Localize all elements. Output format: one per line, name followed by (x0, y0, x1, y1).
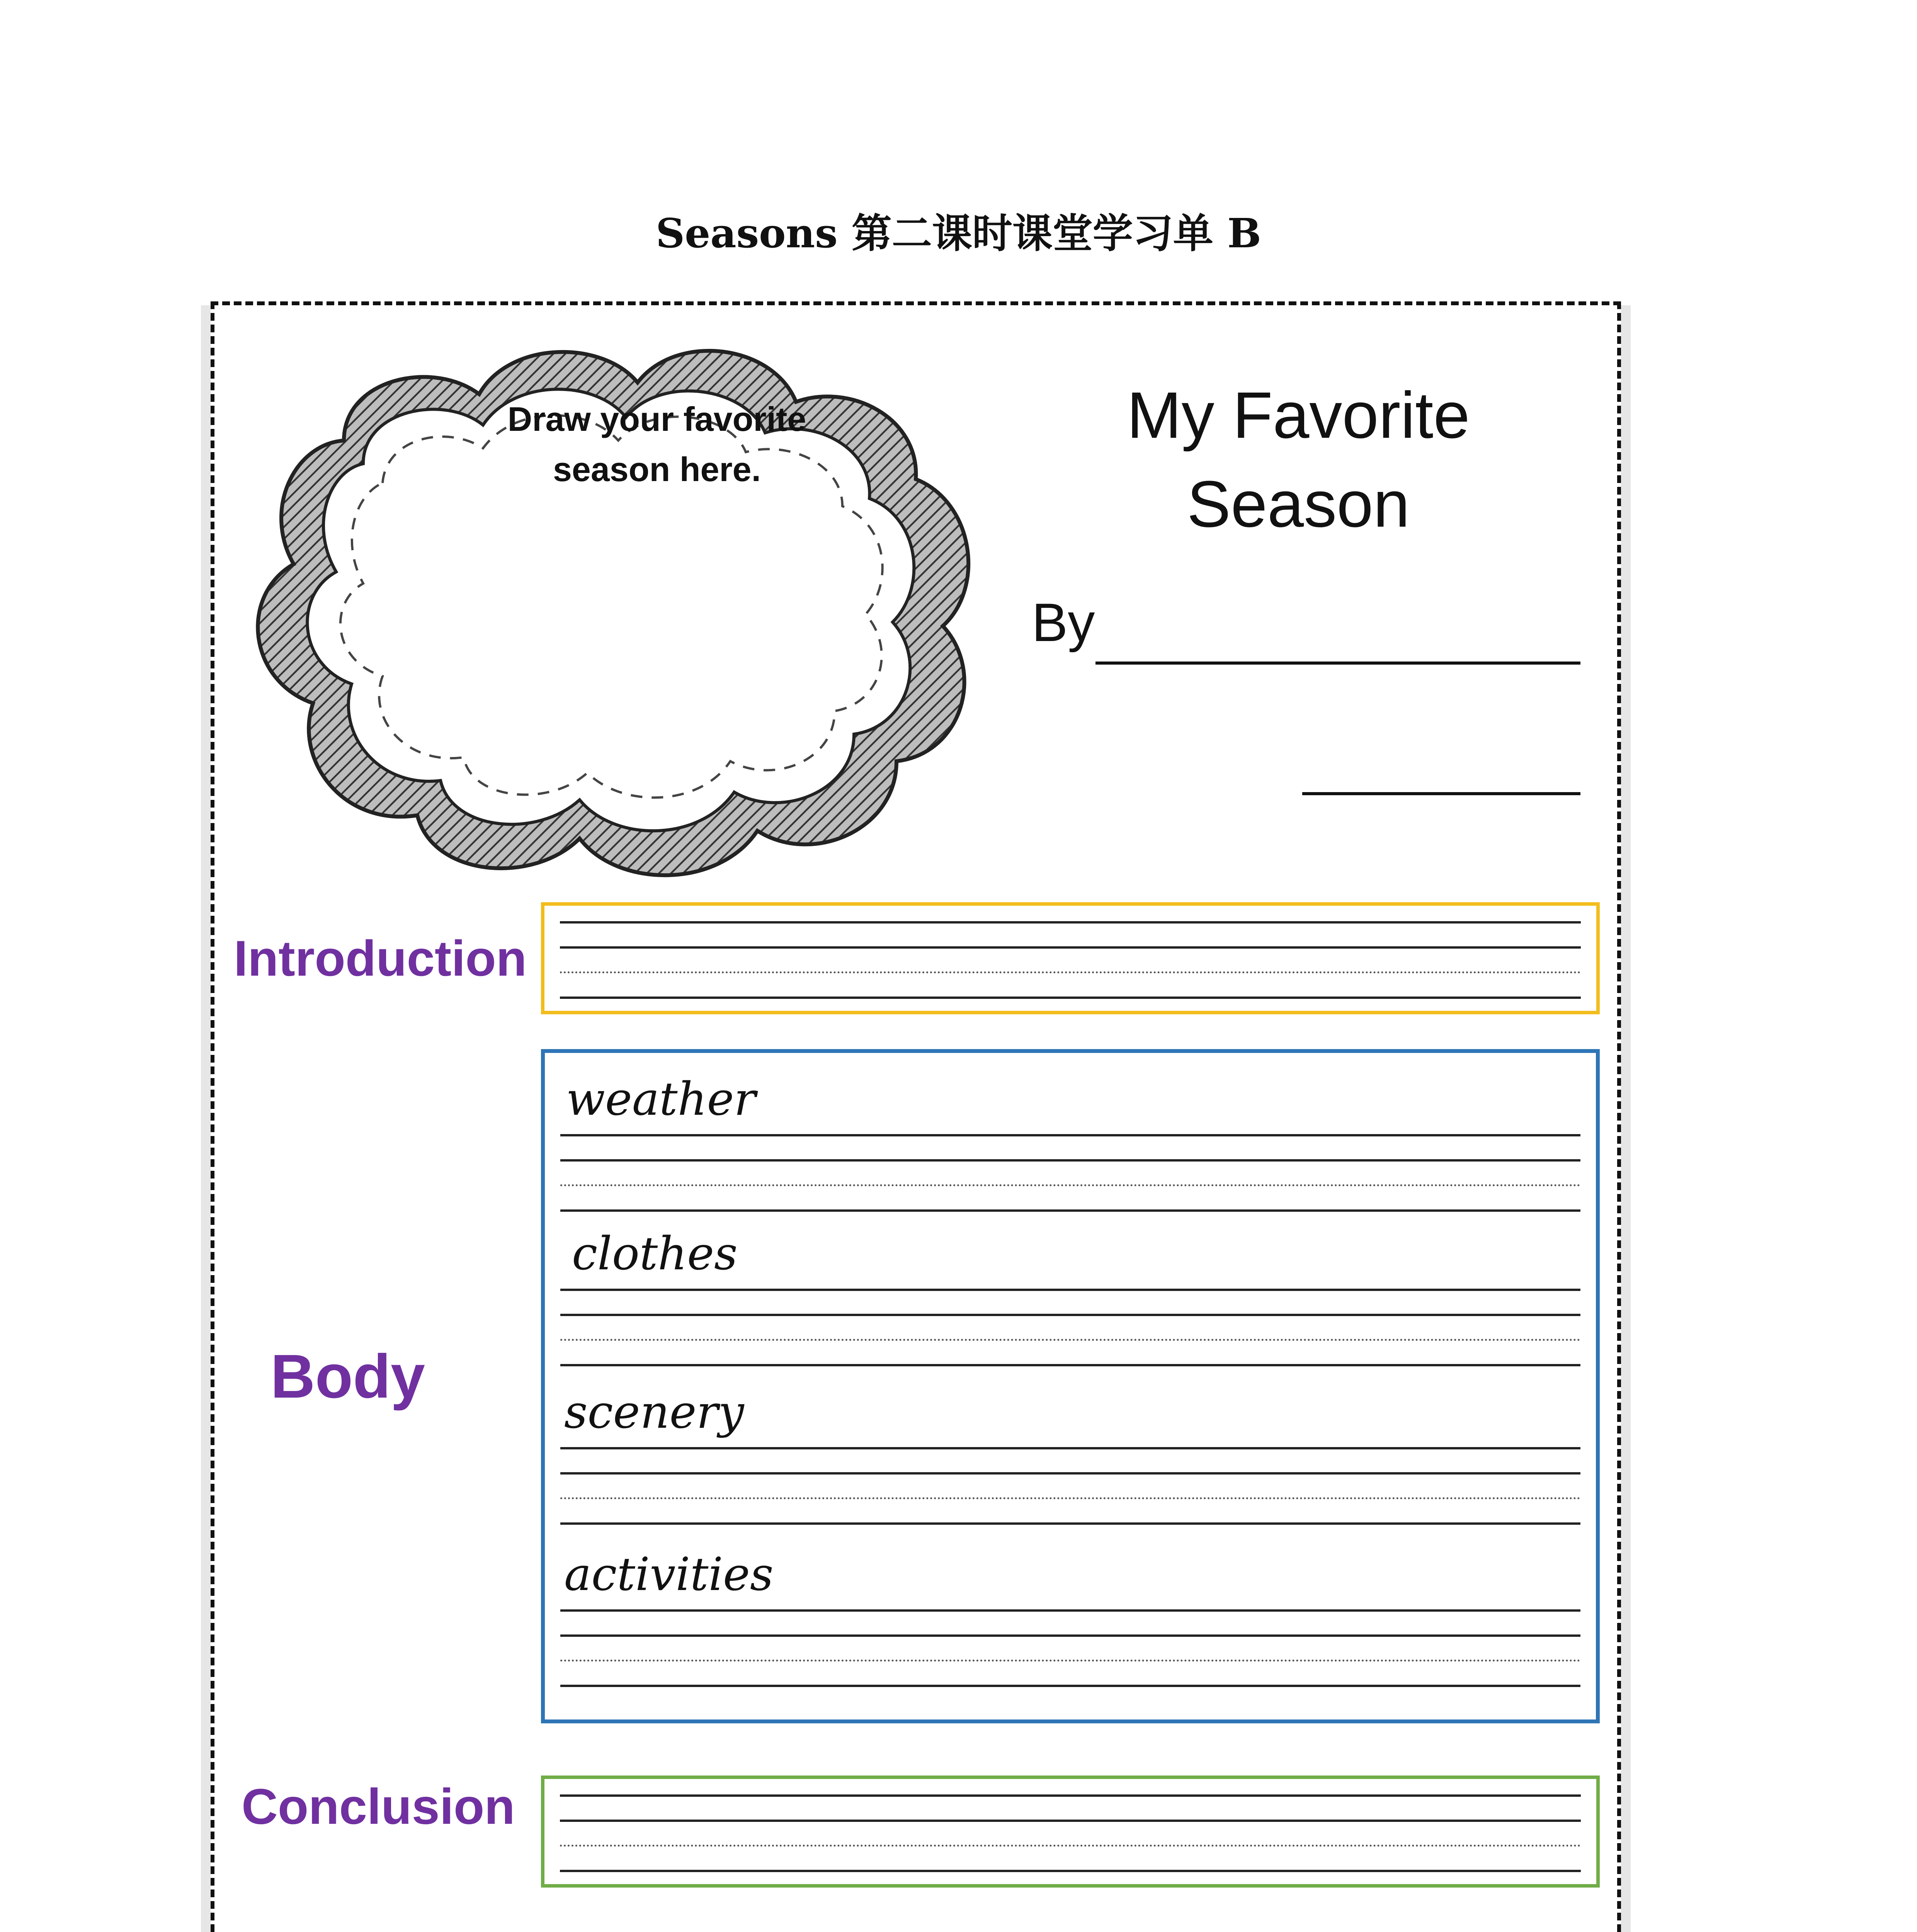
by-label: By (1032, 592, 1095, 653)
introduction-label: Introduction (234, 930, 527, 986)
writing-guide-line (560, 1845, 1581, 1847)
writing-line (560, 1609, 1580, 1612)
page-heading (1043, 371, 1553, 549)
body-label: Body (270, 1342, 425, 1411)
drawing-prompt-line2: season here. (553, 450, 761, 488)
writing-line (560, 997, 1581, 999)
writing-line (560, 1314, 1580, 1316)
document-title: Seasons 第二课时课堂学习单 B (655, 209, 1262, 257)
writing-line (560, 1159, 1580, 1162)
author-line[interactable] (1095, 662, 1580, 665)
writing-line (560, 1134, 1580, 1136)
heading-line2: Season (1187, 468, 1410, 541)
writing-guide-line (560, 1184, 1580, 1186)
writing-guide-line (560, 1339, 1580, 1341)
drawing-prompt-line1: Draw your favorite (507, 400, 806, 438)
writing-line (560, 1364, 1580, 1366)
prompt-weather: weather (566, 1072, 756, 1126)
writing-line (560, 1794, 1581, 1797)
writing-line (560, 1634, 1580, 1637)
drawing-prompt (456, 394, 858, 495)
writing-line (560, 1870, 1581, 1872)
writing-guide-line (560, 1660, 1580, 1662)
writing-line (560, 1289, 1580, 1291)
body-box[interactable] (541, 1049, 1600, 1723)
writing-line (560, 921, 1581, 923)
writing-line (560, 946, 1581, 949)
writing-line (560, 1447, 1580, 1449)
writing-line (560, 1685, 1580, 1687)
writing-guide-line (560, 971, 1581, 973)
writing-line (560, 1209, 1580, 1212)
class-line[interactable] (1302, 792, 1580, 795)
writing-guide-line (560, 1497, 1580, 1499)
writing-line (560, 1472, 1580, 1475)
writing-line (560, 1522, 1580, 1525)
prompt-clothes: clothes (572, 1227, 738, 1280)
heading-line1: My Favorite (1127, 379, 1470, 452)
prompt-activities: activities (564, 1548, 774, 1601)
conclusion-box[interactable] (541, 1776, 1600, 1888)
writing-line (560, 1820, 1581, 1822)
introduction-box[interactable] (541, 902, 1600, 1014)
prompt-scenery: scenery (564, 1385, 744, 1439)
author-field[interactable] (1032, 591, 1580, 665)
conclusion-label: Conclusion (242, 1778, 515, 1835)
